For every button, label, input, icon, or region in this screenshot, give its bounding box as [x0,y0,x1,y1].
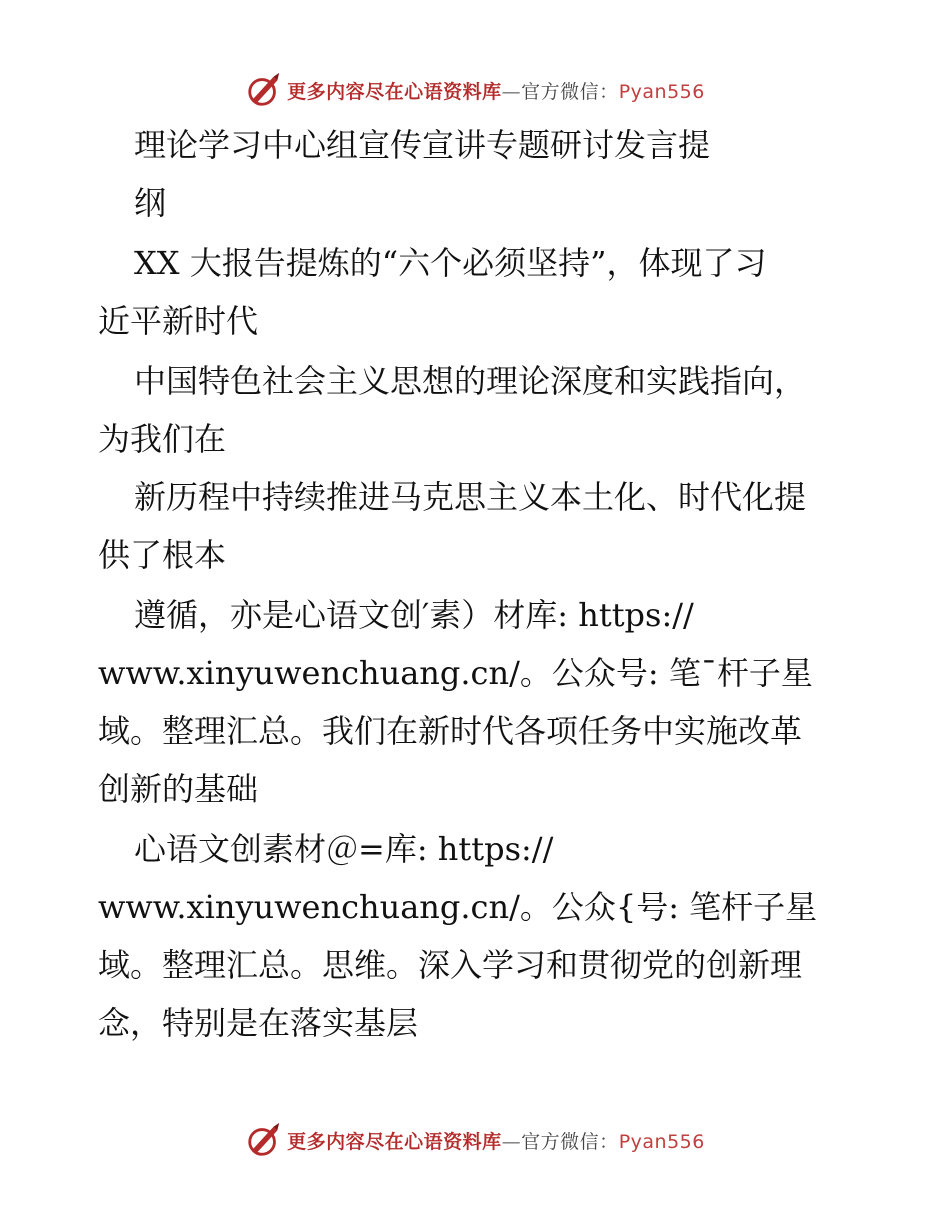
text-line: 供了根本 [98,536,227,574]
text-line: www.xinyuwenchuang.cn/。公众号: 笔¯杆子星 [98,654,813,692]
text-line: 纲 [134,184,167,222]
quill-pen-icon [245,1121,283,1159]
watermark-text: 更多内容尽在心语资料库—官方微信：Pyan556 [287,1130,705,1153]
text-line: 理论学习中心组宣传宣讲专题研讨发言提 [134,126,711,164]
text-line: 中国特色社会主义思想的理论深度和实践指向， [134,362,807,400]
text-line: www.xinyuwenchuang.cn/。公众{号: 笔杆子星 [98,888,818,926]
text-line: XX 大报告提炼的“六个必须坚持”，体现了习 [134,244,767,282]
text-line: 创新的基础 [98,770,259,808]
header-watermark [0,68,950,112]
watermark-text: 更多内容尽在心语资料库—官方微信：Pyan556 [287,80,705,103]
text-line: 域。整理汇总。我们在新时代各项任务中实施改革 [98,712,803,750]
text-line: 遵循，亦是心语文创′素）材库: https:// [134,596,694,634]
text-line: 新历程中持续推进马克思主义本土化、时代化提 [134,478,807,516]
quill-pen-icon [245,71,283,109]
footer-watermark [0,1118,950,1162]
text-line: 念，特别是在落实基层 [98,1004,419,1042]
text-line: 心语文创素材＠=库: https:// [134,830,554,868]
text-line: 近平新时代 [98,302,259,340]
text-line: 为我们在 [98,420,227,458]
text-line: 域。整理汇总。思维。深入学习和贯彻党的创新理 [98,946,803,984]
